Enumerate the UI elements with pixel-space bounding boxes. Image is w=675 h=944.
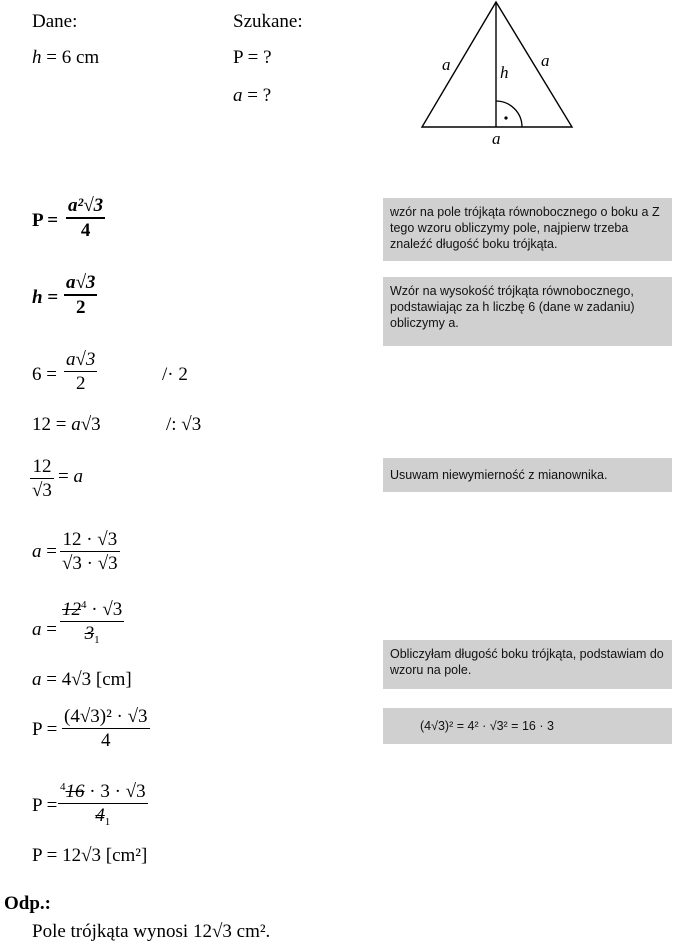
eq1-fraction bbox=[66, 196, 105, 240]
szukane-label: Szukane: bbox=[233, 11, 303, 32]
right-angle-dot bbox=[504, 116, 507, 119]
eq7-fraction bbox=[60, 600, 124, 646]
eq10-denominator bbox=[58, 803, 148, 828]
eq6-a: a bbox=[32, 541, 42, 562]
answer-text: Pole trójkąta wynosi 12√3 cm². bbox=[32, 921, 271, 942]
h-value: = 6 cm bbox=[41, 47, 100, 68]
eq10-fraction bbox=[58, 782, 148, 828]
eq3-lhs: 6 = bbox=[32, 364, 57, 385]
eq5-rhs bbox=[58, 467, 83, 486]
eq4-operation: /: √3 bbox=[166, 414, 202, 435]
right-angle-arc bbox=[496, 101, 522, 127]
eq2-numerator: a√3 bbox=[66, 272, 96, 293]
note-height-formula: Wzór na wysokość trójkąta równobocznego, podstawiając za h liczbę 6 (dane w zadaniu) obliczymy a. bbox=[383, 277, 672, 346]
eq2-lhs bbox=[32, 288, 58, 307]
eq6-fraction bbox=[60, 530, 120, 573]
eq9-fraction bbox=[62, 707, 150, 750]
triangle-diagram bbox=[410, 0, 585, 150]
triangle-side-right-label: a bbox=[541, 51, 550, 70]
eq7-numerator bbox=[60, 600, 124, 621]
eq10-numerator bbox=[58, 782, 148, 803]
sought-area: P = ? bbox=[233, 47, 272, 68]
triangle-side-left-label: a bbox=[442, 55, 451, 74]
eq10-sub-1: 1 bbox=[104, 816, 111, 828]
eq8-a: a bbox=[32, 669, 42, 690]
eq3-operation: /· 2 bbox=[162, 364, 188, 385]
eq8 bbox=[32, 670, 132, 689]
h-variable: h bbox=[32, 47, 42, 68]
eq10-num-rest: · 3 · √3 bbox=[84, 781, 146, 802]
eq4-lhs: 12 = bbox=[32, 414, 72, 435]
eq6-equals: = bbox=[41, 541, 57, 562]
sought-side bbox=[233, 86, 271, 105]
eq3-denominator: 2 bbox=[64, 371, 97, 393]
eq10-struck-4: 4 bbox=[95, 805, 105, 826]
eq7-num-rest: · √3 bbox=[86, 599, 123, 620]
eq7-a: a bbox=[32, 619, 42, 640]
eq10-lhs: P = bbox=[32, 795, 58, 816]
note-power-calc: (4√3)² = 4² · √3² = 16 · 3 bbox=[383, 708, 672, 744]
eq9-denominator: 4 bbox=[62, 728, 150, 750]
eq3-fraction bbox=[64, 350, 97, 393]
eq6-numerator: 12 · √3 bbox=[62, 529, 118, 550]
given-height bbox=[32, 48, 99, 67]
answer-label: Odp.: bbox=[4, 893, 51, 914]
eq5-a: a bbox=[73, 466, 83, 487]
eq2-fraction bbox=[64, 273, 97, 317]
eq9-numerator: (4√3)² · √3 bbox=[64, 706, 148, 727]
eq1-denominator: 4 bbox=[66, 217, 105, 240]
eq1-numerator: a²√3 bbox=[68, 195, 104, 216]
a-variable: a bbox=[233, 85, 243, 106]
note-side-length: Obliczyłam długość boku trójkąta, podstawiam do wzoru na pole. bbox=[383, 640, 672, 689]
eq10-struck-16: 16 bbox=[65, 781, 85, 802]
eq5-equals: = bbox=[58, 466, 74, 487]
eq5-numerator: 12 bbox=[32, 456, 52, 477]
eq3-numerator: a√3 bbox=[66, 349, 96, 370]
eq7-denominator bbox=[60, 621, 124, 646]
eq7-struck-3: 3 bbox=[84, 623, 95, 644]
eq6-lhs bbox=[32, 542, 57, 561]
triangle-base-label: a bbox=[492, 129, 501, 148]
eq7-equals: = bbox=[41, 619, 57, 640]
note-rationalize: Usuwam niewymierność z mianownika. bbox=[383, 458, 672, 492]
eq5-fraction bbox=[30, 457, 54, 500]
eq10-sup-4: 4 bbox=[60, 781, 66, 793]
eq1-lhs: P = bbox=[32, 210, 59, 231]
eq7-sub-1: 1 bbox=[94, 634, 100, 646]
eq8-rest: = 4√3 [cm] bbox=[41, 669, 132, 690]
eq2-h: h bbox=[32, 287, 43, 308]
eq11-result: P = 12√3 [cm²] bbox=[32, 845, 148, 866]
eq9-lhs: P = bbox=[32, 719, 58, 740]
eq4 bbox=[32, 415, 101, 434]
note-area-formula: wzór na pole trójkąta równobocznego o boku a Z tego wzoru obliczymy pole, najpierw trzeba znaleźć długość boku trójkąta. bbox=[383, 198, 672, 261]
eq5-denominator: √3 bbox=[32, 480, 52, 501]
dane-label: Dane: bbox=[32, 11, 78, 32]
eq4-root: √3 bbox=[80, 414, 101, 435]
eq7-sup-4: 4 bbox=[81, 599, 87, 611]
a-query: = ? bbox=[242, 85, 272, 106]
eq4-a: a bbox=[71, 414, 81, 435]
triangle-height-label: h bbox=[500, 63, 509, 82]
eq2-denominator: 2 bbox=[64, 294, 97, 317]
eq2-equals: = bbox=[42, 287, 59, 308]
eq7-struck-12: 12 bbox=[62, 599, 81, 620]
eq6-denominator: √3 · √3 bbox=[62, 553, 118, 574]
eq7-lhs bbox=[32, 620, 57, 639]
